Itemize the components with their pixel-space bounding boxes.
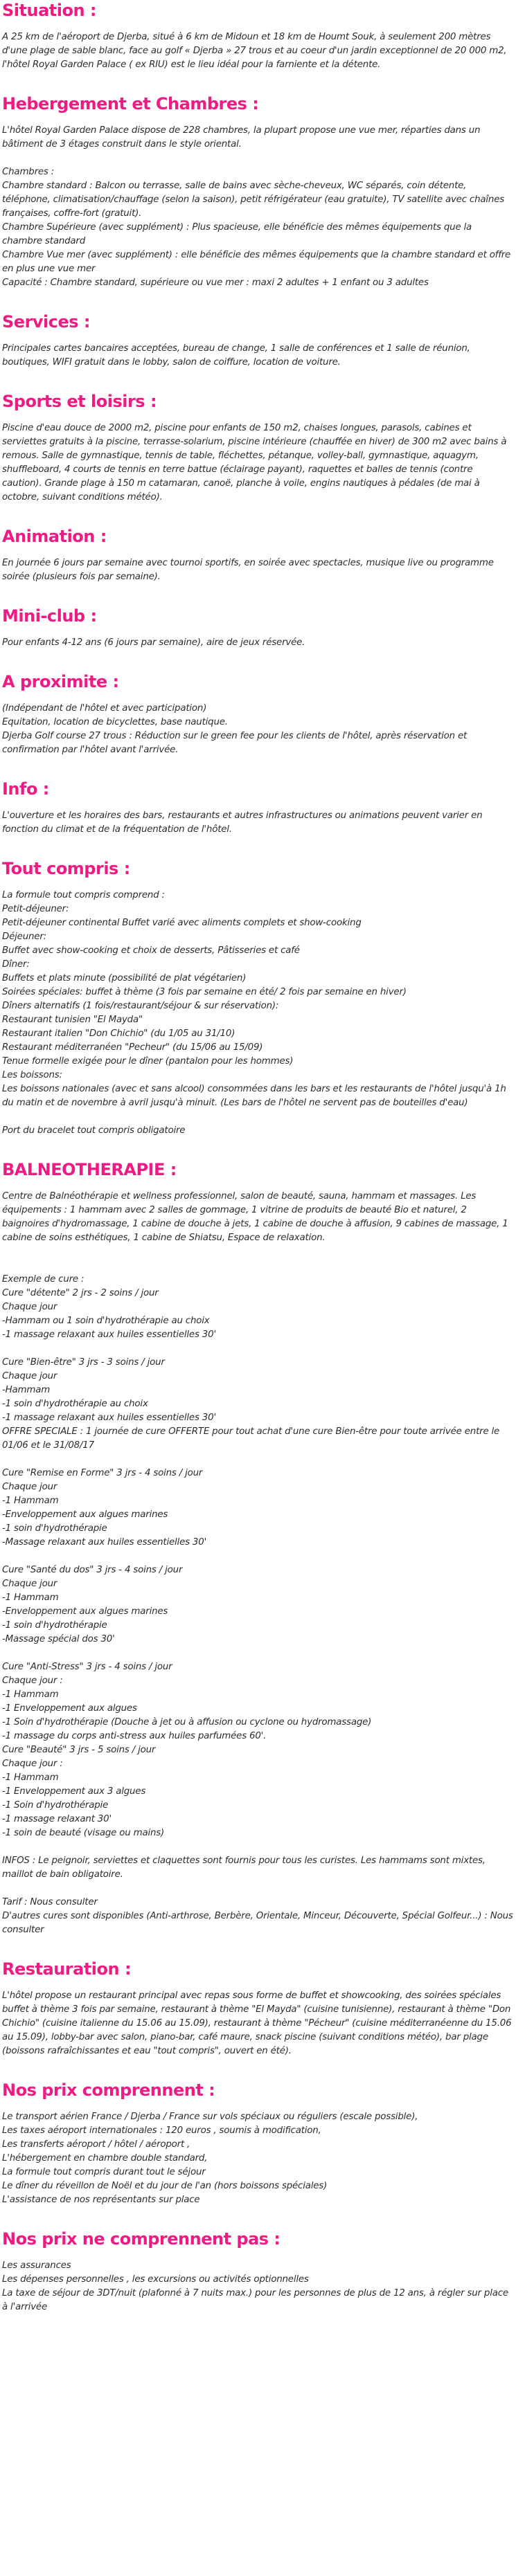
text-line: Les boissons: [2,1070,62,1080]
section-title-prix-comprennent: Nos prix comprennent : [2,2080,215,2100]
text-line: -1 Soin d'hydrothérapie [2,1800,109,1811]
section-title-tout-compris: Tout compris : [2,859,130,878]
text-line: Buffet avec show-cooking et choix de desserts, Pâtisseries et café [2,945,300,956]
text-line: -1 Enveloppement aux algues [2,1703,137,1714]
section-body-hebergement [2,124,514,290]
text-line: Chaque jour : [2,1759,63,1769]
text-line: Tarif : Nous consulter [2,1897,98,1907]
text-line: Chaque jour [2,1579,57,1589]
text-line: Cure "détente" 2 jrs - 2 soins / jour [2,1288,159,1298]
section-title-info: Info : [2,779,49,799]
section-body-proximite [2,702,514,757]
section-tout-compris [2,858,514,1138]
section-prix-ne-comprennent [2,2229,514,2314]
text-line: Chaque jour : [2,1676,63,1686]
section-animation [2,526,514,584]
text-line: Les taxes aéroport internationales : 120 euros , soumis à modification, [2,2125,321,2136]
text-line: Déjeuner: [2,932,46,942]
section-body-balneotherapie [2,1190,514,1937]
text-line: Cure "Bien-être" 3 jrs - 3 soins / jour [2,1357,165,1368]
text-line: La taxe de séjour de 3DT/nuit (plafonné à 7 nuits max.) pour les personnes de plus de 12 ans, à régler sur place à l'arrivée [2,2288,508,2312]
section-body-situation [2,30,514,72]
text-line: -1 Hammam [2,1772,59,1783]
text-line: Restaurant italien "Don Chichio" (du 1/05 au 31/10) [2,1028,235,1039]
section-body-animation [2,556,514,584]
section-body-services [2,342,514,370]
text-line: Petit-déjeuner continental Buffet varié avec aliments complets et show-cooking [2,918,362,928]
text-line: -1 Hammam [2,1689,59,1700]
text-line: Djerba Golf course 27 trous : Réduction sur le green fee pour les clients de l'hôtel, après réservation et confirmation par l'hôtel avant l'arrivée. [2,731,468,755]
text-line: Le dîner du réveillon de Noël et du jour de l'an (hors boissons spéciales) [2,2181,328,2191]
text-line: Les dépenses personnelles , les excursions ou activités optionnelles [2,2274,309,2285]
text-line: Equitation, location de bicyclettes, base nautique. [2,717,228,727]
text-line: -Enveloppement aux algues marines [2,1606,168,1617]
text-line: -1 soin d'hydrothérapie au choix [2,1399,148,1409]
blank-line [2,1550,514,1563]
section-balneotherapie [2,1159,514,1937]
text-line: INFOS : Le peignoir, serviettes et claquettes sont fournis pour tous les curistes. Les hammams sont mixtes, maillot de bain obligatoire. [2,1856,486,1880]
text-line: -Massage relaxant aux huiles essentielles 30' [2,1537,207,1548]
section-title-miniclub: Mini-club : [2,606,97,626]
text-line: L'hôtel propose un restaurant principal avec repas sous forme de buffet et showcooking, des soirées spéciales buffet à thème 3 fois par semaine, restaurant à thème "El Mayda" (cuisine tunisienne), restaurant à thème "Don Chichio" (cuisine italienne du 15.06 au 15.09), restaurant à thème "Pécheur" (cuisine méditerranéenne du 15.06 au 15.09), lobby-bar avec salon, piano-bar, café maure, snack piscine (suivant conditions météo), bar plage (boissons rafraîchissantes et eau "tout compris", ouvert en été). [2,1990,512,2056]
text-line: Cure "Santé du dos" 3 jrs - 4 soins / jour [2,1565,183,1575]
text-line: Dîner: [2,959,30,970]
text-line: Chambre Vue mer (avec supplément) : elle bénéficie des mêmes équipements que la chambre standard et offre en plus une vue mer [2,250,511,274]
blank-line [2,1882,514,1896]
text-line: -Hammam [2,1385,51,1395]
text-line: (Indépendant de l'hôtel et avec participation) [2,703,207,714]
text-line: Tenue formelle exigée pour le dîner (pantalon pour les hommes) [2,1056,294,1067]
text-line: L'hôtel Royal Garden Palace dispose de 228 chambres, la plupart propose une vue mer, réparties dans un bâtiment de 3 étages construit dans le style oriental. [2,125,481,149]
text-line: La formule tout compris comprend : [2,890,165,900]
text-line: Centre de Balnéothérapie et wellness professionnel, salon de beauté, sauna, hammam et massages. Les équipements : 1 hammam avec 2 salles de gommage, 1 vitrine de produits de beauté Bio et naturel, 2 baignoires d'hydromassage, 1 cabine de douche à jets, 1 cabine de douche à affusion, 9 cabines de massage, 1 cabine de soins esthétiques, 1 cabine de Shiatsu, Espace de relaxation. [2,1191,508,1243]
text-line: Chambres : [2,167,55,177]
text-line: Les transferts aéroport / hôtel / aéroport , [2,2139,190,2150]
text-line: L'assistance de nos représentants sur place [2,2195,200,2205]
section-sports [2,391,514,505]
text-line: L'ouverture et les horaires des bars, restaurants et autres infrastructures ou animations peuvent varier en fonction du climat et de la fréquentation de l'hôtel. [2,810,483,835]
section-body-restauration [2,1989,514,2058]
text-line: -1 soin d'hydrothérapie [2,1620,107,1631]
text-line: Dîners alternatifs (1 fois/restaurant/séjour & sur réservation): [2,1001,279,1011]
section-title-animation: Animation : [2,527,107,546]
section-title-situation: Situation : [2,1,96,20]
text-line: Chaque jour [2,1371,57,1381]
blank-line [2,1110,514,1124]
text-line: Cure "Beauté" 3 jrs - 5 soins / jour [2,1745,156,1755]
text-line: D'autres cures sont disponibles (Anti-arthrose, Berbère, Orientale, Minceur, Découverte, Spécial Golfeur...) : Nous consulter [2,1911,513,1935]
blank-line [2,1342,514,1356]
text-line: OFFRE SPECIALE : 1 journée de cure OFFERTE pour tout achat d'une cure Bien-être pour toute arrivée entre le 01/06 et le 31/08/17 [2,1426,500,1451]
text-line: -Enveloppement aux algues marines [2,1509,168,1520]
text-line: Piscine d'eau douce de 2000 m2, piscine pour enfants de 150 m2, chaises longues, parasols, cabines et serviettes gratuits à la piscine, terrasse-solarium, piscine intérieure (chauffée en hiver) de 300 m2 avec bains à remous. Salle de gymnastique, tennis de table, fléchettes, pétanque, volley-ball, gymnastique, aquagym, shuffleboard, 4 courts de tennis en terre battue (éclairage payant), raquettes et balles de tennis (contre caution). Grande plage à 150 m catamaran, canoë, planche à voile, engins nautiques à pédales (de mai à octobre, suivant conditions météo). [2,423,507,502]
section-restauration [2,1959,514,2058]
blank-line [2,1245,514,1259]
text-line: -1 Soin d'hydrothérapie (Douche à jet ou à affusion ou cyclone ou hydromassage) [2,1717,372,1727]
section-title-proximite: A proximite : [2,672,119,691]
text-line: Chambre standard : Balcon ou terrasse, salle de bains avec sèche-cheveux, WC séparés, coin détente, téléphone, climatisation/chauffage (selon la saison), petit réfrigérateur (eau gratuite), TV satellite avec chaînes françaises, coffre-fort (gratuit). [2,181,505,219]
text-line: Cure "Remise en Forme" 3 jrs - 4 soins / jour [2,1468,203,1478]
text-line: -1 Hammam [2,1496,59,1506]
section-body-miniclub [2,636,514,650]
section-title-restauration: Restauration : [2,1959,132,1979]
blank-line [2,1453,514,1467]
text-line: Les assurances [2,2260,71,2271]
text-line: Chaque jour [2,1302,57,1312]
text-line: Exemple de cure : [2,1274,84,1285]
section-title-services: Services : [2,312,91,332]
section-hebergement [2,93,514,290]
section-title-balneotherapie: BALNEOTHERAPIE : [2,1160,177,1179]
text-line: -Massage spécial dos 30' [2,1634,115,1644]
section-body-prix-ne-comprennent [2,2259,514,2314]
text-line: Restaurant méditerranéen "Pecheur" (du 15/06 au 15/09) [2,1042,263,1053]
section-body-info [2,809,514,837]
text-line: Cure "Anti-Stress" 3 jrs - 4 soins / jour [2,1662,172,1672]
text-line: -1 massage relaxant 30' [2,1814,112,1824]
section-body-sports [2,421,514,505]
text-line: -Hammam ou 1 soin d'hydrothérapie au choix [2,1316,210,1326]
text-line: Capacité : Chambre standard, supérieure ou vue mer : maxi 2 adultes + 1 enfant ou 3 adultes [2,278,429,288]
text-line: Chambre Supérieure (avec supplément) : Plus spacieuse, elle bénéficie des mêmes équipements que la chambre standard [2,222,472,246]
text-line: Le transport aérien France / Djerba / France sur vols spéciaux ou réguliers (escale possible), [2,2112,418,2122]
section-title-hebergement: Hebergement et Chambres : [2,94,259,114]
text-line: Port du bracelet tout compris obligatoire [2,1125,186,1136]
section-prix-comprennent [2,2080,514,2207]
blank-line [2,1259,514,1273]
section-situation [2,0,514,72]
text-line: -1 massage relaxant aux huiles essentielles 30' [2,1330,216,1340]
blank-line [2,152,514,165]
text-line: -1 Hammam [2,1593,59,1603]
section-body-tout-compris [2,889,514,1138]
section-title-prix-ne-comprennent: Nos prix ne comprennent pas : [2,2229,281,2249]
text-line: L'hébergement en chambre double standard, [2,2153,208,2164]
section-services [2,311,514,370]
text-line: -1 Enveloppement aux 3 algues [2,1786,146,1797]
text-line: -1 massage relaxant aux huiles essentielles 30' [2,1413,216,1423]
text-line: Principales cartes bancaires acceptées, bureau de change, 1 salle de conférences et 1 salle de réunion, boutiques, WIFI gratuit dans le lobby, salon de coiffure, location de voiture. [2,343,470,368]
section-info [2,779,514,837]
section-proximite [2,671,514,757]
blank-line [2,1840,514,1854]
blank-line [2,1647,514,1660]
text-line: -1 massage du corps anti-stress aux huiles parfumées 60'. [2,1731,267,1741]
text-line: En journée 6 jours par semaine avec tournoi sportifs, en soirée avec spectacles, musique live ou programme soirée (plusieurs fois par semaine). [2,558,494,582]
text-line: Les boissons nationales (avec et sans alcool) consommées dans les bars et les restaurants de l'hôtel jusqu'à 1h du matin et de novembre à avril jusqu'à minuit. (Les bars de l'hôtel ne servent pas de bouteilles d'eau) [2,1084,506,1108]
text-line: Chaque jour [2,1482,57,1492]
section-title-sports: Sports et loisirs : [2,392,157,411]
text-line: Pour enfants 4-12 ans (6 jours par semaine), aire de jeux réservée. [2,637,305,648]
text-line: La formule tout compris durant tout le séjour [2,2167,206,2177]
text-line: Petit-déjeuner: [2,904,69,914]
text-line: Soirées spéciales: buffet à thème (3 fois par semaine en été/ 2 fois par semaine en hiver) [2,987,407,997]
section-body-prix-comprennent [2,2110,514,2207]
text-line: A 25 km de l'aéroport de Djerba, situé à 6 km de Midoun et 18 km de Houmt Souk, à seulement 200 mètres d'une plage de sable blanc, face au golf « Djerba » 27 trous et au coeur d'un jardin exceptionnel de 20 000 m2, l'hôtel Royal Garden Palace ( ex RIU) est le lieu idéal pour la farniente et la détente. [2,32,507,70]
text-line: -1 soin de beauté (visage ou mains) [2,1828,165,1838]
text-line: Restaurant tunisien "El Mayda" [2,1015,143,1025]
text-line: Buffets et plats minute (possibilité de plat végétarien) [2,973,247,983]
text-line: -1 soin d'hydrothérapie [2,1523,107,1534]
section-miniclub [2,606,514,650]
